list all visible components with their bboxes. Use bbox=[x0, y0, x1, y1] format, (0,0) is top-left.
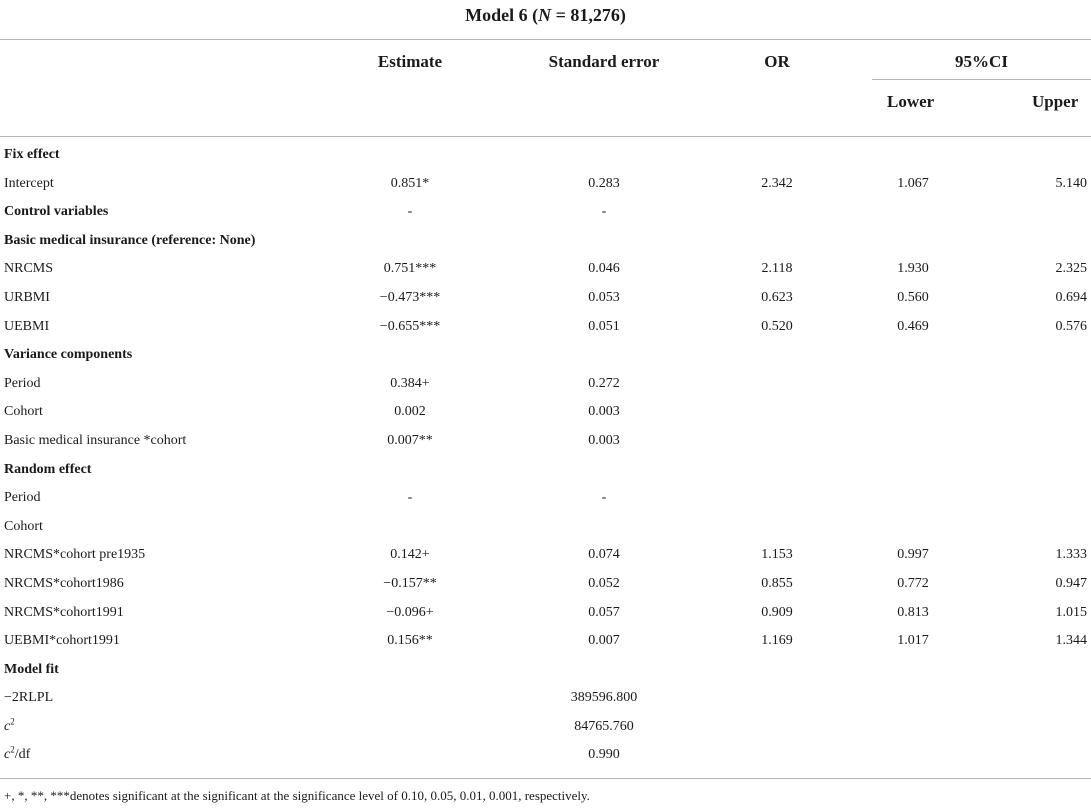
table-row bbox=[0, 627, 1091, 656]
standard-error-cell: 0.046 bbox=[588, 261, 620, 277]
or-cell: 0.520 bbox=[761, 318, 793, 334]
header-ci: 95%CI bbox=[955, 52, 1008, 71]
row-label: Random effect bbox=[4, 461, 92, 477]
table-row bbox=[0, 284, 1091, 313]
table-row bbox=[0, 684, 1091, 713]
title-suffix: = 81,276) bbox=[551, 5, 626, 25]
row-label: Period bbox=[4, 490, 41, 506]
table-row bbox=[0, 713, 1091, 742]
row-label: NRCMS*cohort pre1935 bbox=[4, 547, 146, 563]
standard-error-cell: 0.283 bbox=[588, 175, 620, 191]
ci-lower-cell: 0.772 bbox=[897, 575, 929, 591]
section-row bbox=[0, 456, 1091, 485]
estimate-cell: −0.096+ bbox=[386, 604, 434, 620]
row-label bbox=[4, 713, 15, 742]
header-standard-error: Standard error bbox=[548, 52, 660, 71]
estimate-cell: - bbox=[407, 490, 413, 506]
ci-upper-cell: 0.694 bbox=[1055, 289, 1087, 305]
standard-error-cell: 0.003 bbox=[588, 404, 620, 420]
section-row bbox=[0, 141, 1091, 170]
header-bottom-rule bbox=[0, 136, 1091, 137]
or-cell: 2.342 bbox=[761, 175, 793, 191]
ci-upper-cell: 1.344 bbox=[1055, 633, 1087, 649]
or-cell: 0.855 bbox=[761, 575, 793, 591]
label-symbol: c bbox=[4, 747, 11, 763]
table-row bbox=[0, 541, 1091, 570]
row-label: Control variables bbox=[4, 204, 109, 220]
row-label: NRCMS*cohort1991 bbox=[4, 604, 124, 620]
ci-upper-cell: 1.015 bbox=[1055, 604, 1087, 620]
row-label bbox=[4, 741, 30, 770]
estimate-cell: −0.473*** bbox=[379, 289, 441, 305]
ci-upper-cell: 5.140 bbox=[1055, 175, 1087, 191]
section-row bbox=[0, 341, 1091, 370]
standard-error-cell: 0.007 bbox=[588, 633, 620, 649]
estimate-cell: −0.655*** bbox=[379, 318, 441, 334]
row-label: −2RLPL bbox=[4, 690, 54, 706]
table-row bbox=[0, 484, 1091, 513]
estimate-cell: 0.007** bbox=[387, 432, 433, 448]
table-row bbox=[0, 170, 1091, 199]
row-label: NRCMS*cohort1986 bbox=[4, 575, 124, 591]
header-upper: Upper bbox=[1032, 92, 1079, 111]
row-label: UEBMI bbox=[4, 318, 50, 334]
or-cell: 0.909 bbox=[761, 604, 793, 620]
ci-lower-cell: 0.560 bbox=[897, 289, 929, 305]
standard-error-cell: 84765.760 bbox=[574, 718, 634, 734]
table-row bbox=[0, 570, 1091, 599]
row-label: URBMI bbox=[4, 289, 50, 305]
estimate-cell: 0.851* bbox=[390, 175, 430, 191]
significance-footnote: +, *, **, ***denotes significant at the significant at the significance level of 0.10, 0.05, 0.01, 0.001, respectively. bbox=[4, 788, 590, 803]
table-body bbox=[0, 141, 1091, 770]
estimate-cell: 0.751*** bbox=[383, 261, 437, 277]
standard-error-cell: - bbox=[601, 490, 607, 506]
table-row bbox=[0, 255, 1091, 284]
estimate-cell: 0.002 bbox=[394, 404, 426, 420]
row-label: Variance components bbox=[4, 347, 133, 363]
estimate-cell: 0.142+ bbox=[390, 547, 430, 563]
section-row bbox=[0, 227, 1091, 256]
ci-lower-cell: 0.469 bbox=[897, 318, 929, 334]
standard-error-cell: 389596.800 bbox=[570, 690, 638, 706]
label-superscript: 2 bbox=[10, 744, 15, 755]
ci-lower-cell: 0.813 bbox=[897, 604, 929, 620]
standard-error-cell: 0.057 bbox=[588, 604, 620, 620]
table-row bbox=[0, 427, 1091, 456]
header-lower: Lower bbox=[887, 92, 935, 111]
estimate-cell: - bbox=[407, 204, 413, 220]
table-title bbox=[0, 2, 1091, 28]
ci-upper-cell: 1.333 bbox=[1055, 547, 1087, 563]
or-cell: 0.623 bbox=[761, 289, 793, 305]
row-label: Cohort bbox=[4, 518, 43, 534]
row-label: Intercept bbox=[4, 175, 54, 191]
estimate-cell: 0.384+ bbox=[390, 375, 430, 391]
or-cell: 1.153 bbox=[761, 547, 793, 563]
label-superscript: 2 bbox=[10, 716, 15, 727]
title-n-symbol: N bbox=[538, 5, 552, 25]
table-row bbox=[0, 313, 1091, 342]
ci-lower-cell: 1.930 bbox=[897, 261, 929, 277]
row-label: NRCMS bbox=[4, 261, 54, 277]
estimate-cell: −0.157** bbox=[383, 575, 437, 591]
label-symbol: c bbox=[4, 718, 11, 734]
standard-error-cell: - bbox=[601, 204, 607, 220]
bottom-rule bbox=[0, 778, 1091, 779]
label-rest: /df bbox=[14, 747, 31, 763]
ci-lower-cell: 0.997 bbox=[897, 547, 929, 563]
standard-error-cell: 0.272 bbox=[588, 375, 620, 391]
table-row bbox=[0, 741, 1091, 770]
ci-upper-cell: 0.576 bbox=[1055, 318, 1087, 334]
header-or: OR bbox=[764, 52, 790, 71]
header-estimate: Estimate bbox=[377, 52, 443, 71]
table-row bbox=[0, 370, 1091, 399]
table-row bbox=[0, 398, 1091, 427]
table-row bbox=[0, 599, 1091, 628]
title-prefix: Model 6 ( bbox=[465, 5, 539, 25]
row-label: Model fit bbox=[4, 661, 59, 677]
standard-error-cell: 0.053 bbox=[588, 289, 620, 305]
ci-upper-cell: 2.325 bbox=[1055, 261, 1087, 277]
ci-lower-cell: 1.017 bbox=[897, 633, 929, 649]
standard-error-cell: 0.074 bbox=[588, 547, 620, 563]
standard-error-cell: 0.990 bbox=[588, 747, 620, 763]
ci-upper-cell: 0.947 bbox=[1055, 575, 1087, 591]
or-cell: 1.169 bbox=[761, 633, 793, 649]
ci-header-rule bbox=[872, 79, 1091, 80]
estimate-cell: 0.156** bbox=[387, 633, 433, 649]
top-rule bbox=[0, 39, 1091, 40]
or-cell: 2.118 bbox=[761, 261, 793, 277]
row-label: Fix effect bbox=[4, 147, 60, 162]
table-row bbox=[0, 513, 1091, 542]
row-label: Period bbox=[4, 375, 41, 391]
section-row bbox=[0, 656, 1091, 685]
row-label: Basic medical insurance *cohort bbox=[4, 432, 187, 448]
row-label: Cohort bbox=[4, 404, 43, 420]
standard-error-cell: 0.003 bbox=[588, 432, 620, 448]
ci-lower-cell: 1.067 bbox=[897, 175, 929, 191]
row-label: UEBMI*cohort1991 bbox=[4, 633, 120, 649]
row-label: Basic medical insurance (reference: None) bbox=[4, 232, 256, 248]
standard-error-cell: 0.052 bbox=[588, 575, 620, 591]
section-row bbox=[0, 198, 1091, 227]
standard-error-cell: 0.051 bbox=[588, 318, 620, 334]
